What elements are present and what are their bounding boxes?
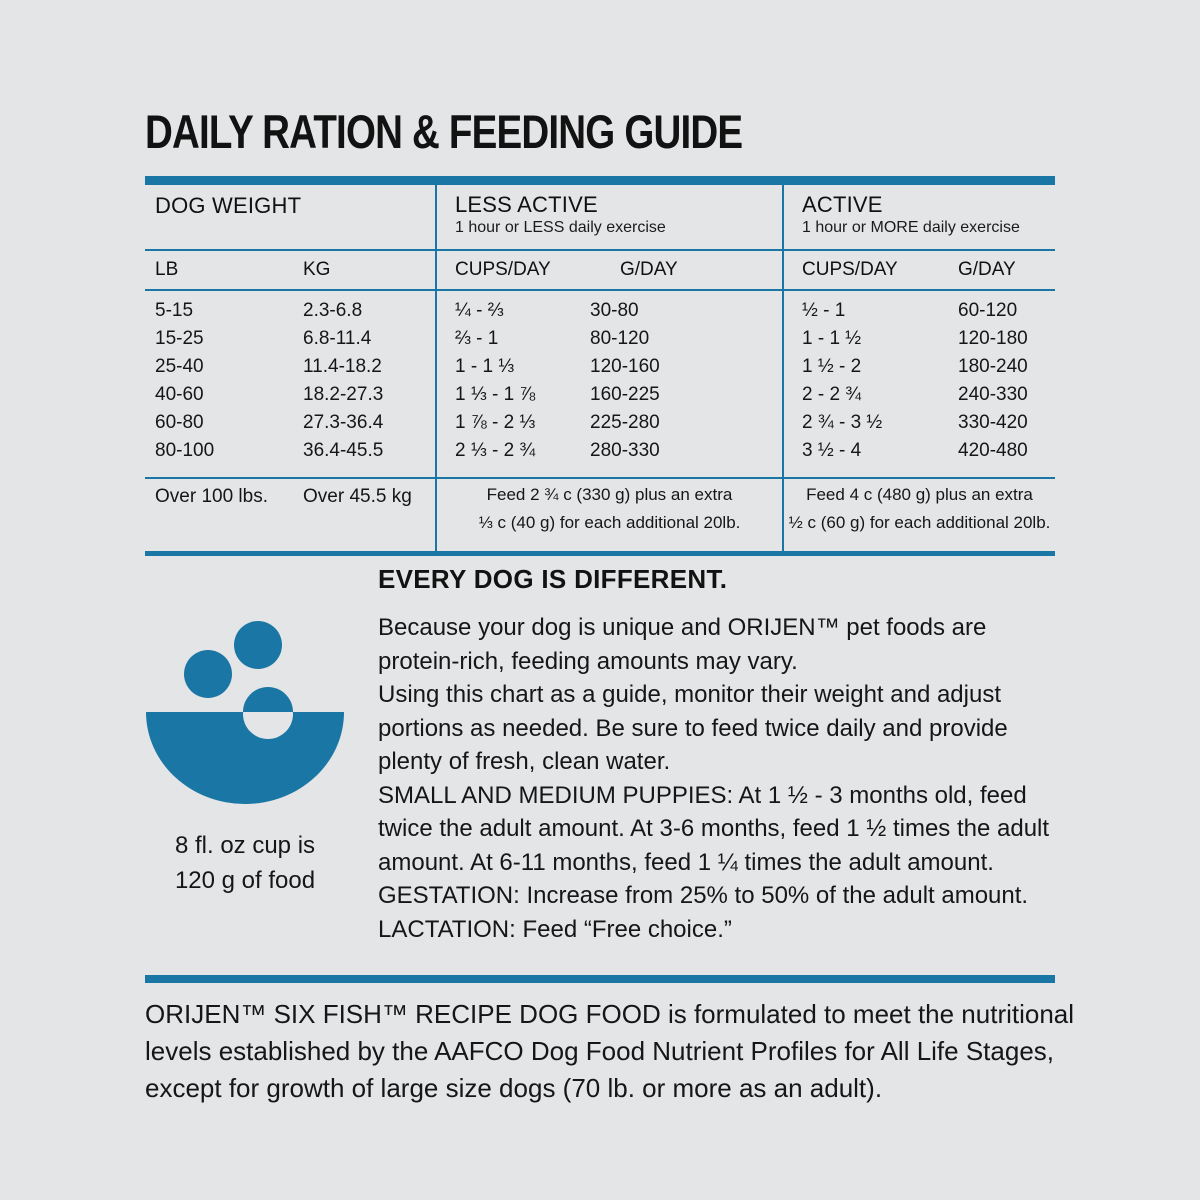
col-header-active-cups: CUPS/DAY bbox=[802, 259, 898, 280]
table-horizontal-rule-2 bbox=[145, 289, 1055, 291]
table-row bbox=[145, 328, 1055, 356]
cell-active-g: 240-330 bbox=[958, 384, 1028, 405]
col-header-less-active-cups: CUPS/DAY bbox=[455, 259, 551, 280]
info-paragraph-3: SMALL AND MEDIUM PUPPIES: At 1 ½ - 3 months old, feed twice the adult amount. At 3-6 months, feed 1 ½ times the adult amount. At 6-11 months, feed 1 ¼ times the adult amount. GESTATION: Increase from 25% to 50% of the adult amount. LACTATION: Feed “Free choice.” bbox=[378, 781, 1050, 943]
less-active-over-note-line2: ⅓ c (40 g) for each additional 20lb. bbox=[478, 513, 741, 532]
cell-lb: 40-60 bbox=[155, 384, 204, 405]
cup-measure-note-line1: 8 fl. oz cup is bbox=[174, 832, 316, 859]
info-heading: EVERY DOG IS DIFFERENT. bbox=[378, 564, 728, 594]
table-horizontal-rule-3 bbox=[145, 477, 1055, 479]
feeding-table bbox=[145, 176, 1055, 557]
less-active-over-note-line1: Feed 2 ¾ c (330 g) plus an extra bbox=[486, 485, 733, 504]
cell-over-lb: Over 100 lbs. bbox=[155, 486, 268, 507]
page-title: DAILY RATION & FEEDING GUIDE bbox=[145, 105, 743, 158]
table-horizontal-rule-1 bbox=[145, 249, 1055, 251]
cell-less-active-g: 225-280 bbox=[590, 412, 660, 433]
cell-less-active-g: 280-330 bbox=[590, 440, 660, 461]
table-row bbox=[145, 300, 1055, 328]
cell-active-cups: 3 ½ - 4 bbox=[802, 440, 862, 461]
cell-active-g: 330-420 bbox=[958, 412, 1028, 433]
cell-active-cups: 2 ¾ - 3 ½ bbox=[802, 412, 883, 433]
cell-kg: 6.8-11.4 bbox=[303, 328, 372, 349]
cup-measure-note bbox=[145, 828, 345, 898]
cell-kg: 11.4-18.2 bbox=[303, 356, 382, 377]
col-group-less-active-sub: 1 hour or LESS daily exercise bbox=[455, 219, 666, 236]
cell-less-active-cups: ⅔ - 1 bbox=[455, 328, 499, 349]
col-group-active: ACTIVE bbox=[802, 192, 883, 217]
active-over-note-line2: ½ c (60 g) for each additional 20lb. bbox=[788, 513, 1051, 532]
table-top-bar bbox=[145, 176, 1055, 185]
cell-less-active-cups: 1 ⅓ - 1 ⅞ bbox=[455, 384, 536, 405]
col-group-dog-weight: DOG WEIGHT bbox=[155, 193, 302, 218]
cell-active-g: 120-180 bbox=[958, 328, 1028, 349]
cell-less-active-cups: 2 ⅓ - 2 ¾ bbox=[455, 440, 536, 461]
cell-active-cups: 1 - 1 ½ bbox=[802, 328, 862, 349]
table-row bbox=[145, 356, 1055, 384]
info-paragraph-1: Because your dog is unique and ORIJEN™ pet foods are protein-rich, feeding amounts may vary. bbox=[378, 614, 987, 675]
table-bottom-bar bbox=[145, 551, 1055, 556]
cell-lb: 5-15 bbox=[155, 300, 194, 321]
cup-measure-note-line2: 120 g of food bbox=[174, 867, 316, 894]
cell-less-active-g: 30-80 bbox=[590, 300, 639, 321]
col-header-kg: KG bbox=[303, 259, 331, 280]
footer-divider-bar bbox=[145, 975, 1055, 983]
cell-lb: 25-40 bbox=[155, 356, 204, 377]
cell-less-active-g: 80-120 bbox=[590, 328, 650, 349]
col-group-active-sub: 1 hour or MORE daily exercise bbox=[802, 219, 1020, 236]
cell-active-cups: 2 - 2 ¾ bbox=[802, 384, 862, 405]
cell-active-g: 180-240 bbox=[958, 356, 1028, 377]
cell-active-g: 60-120 bbox=[958, 300, 1018, 321]
cell-lb: 60-80 bbox=[155, 412, 204, 433]
cell-less-active-g: 160-225 bbox=[590, 384, 660, 405]
cell-active-cups: 1 ½ - 2 bbox=[802, 356, 862, 377]
table-row bbox=[145, 440, 1055, 468]
cell-lb: 15-25 bbox=[155, 328, 204, 349]
col-header-lb: LB bbox=[155, 259, 179, 280]
table-row bbox=[145, 412, 1055, 440]
cell-lb: 80-100 bbox=[155, 440, 215, 461]
info-paragraph-2: Using this chart as a guide, monitor their weight and adjust portions as needed. Be sure to feed twice daily and provide plenty of fresh, clean water. bbox=[378, 681, 1008, 775]
kibble-bowl-icon bbox=[145, 612, 345, 817]
col-header-active-g: G/DAY bbox=[958, 259, 1016, 280]
cell-less-active-cups: 1 - 1 ⅓ bbox=[455, 356, 515, 377]
cell-less-active-cups: ¼ - ⅔ bbox=[455, 300, 504, 321]
cell-over-kg: Over 45.5 kg bbox=[303, 486, 412, 507]
cell-less-active-g: 120-160 bbox=[590, 356, 660, 377]
table-row bbox=[145, 384, 1055, 412]
cell-kg: 27.3-36.4 bbox=[303, 412, 384, 433]
aafco-statement: ORIJEN™ SIX FISH™ RECIPE DOG FOOD is formulated to meet the nutritional levels established by the AAFCO Dog Food Nutrient Profiles for All Life Stages, except for growth of large size dogs (70 lb. or more as an adult). bbox=[145, 999, 1075, 1103]
col-group-less-active: LESS ACTIVE bbox=[455, 192, 598, 217]
active-over-note-line1: Feed 4 c (480 g) plus an extra bbox=[806, 485, 1033, 504]
cell-kg: 2.3-6.8 bbox=[303, 300, 363, 321]
cell-active-g: 420-480 bbox=[958, 440, 1028, 461]
cell-kg: 18.2-27.3 bbox=[303, 384, 384, 405]
cell-active-cups: ½ - 1 bbox=[802, 300, 846, 321]
col-header-less-active-g: G/DAY bbox=[620, 259, 678, 280]
info-paragraphs bbox=[378, 611, 1070, 946]
cell-less-active-cups: 1 ⅞ - 2 ⅓ bbox=[455, 412, 536, 433]
cell-kg: 36.4-45.5 bbox=[303, 440, 384, 461]
